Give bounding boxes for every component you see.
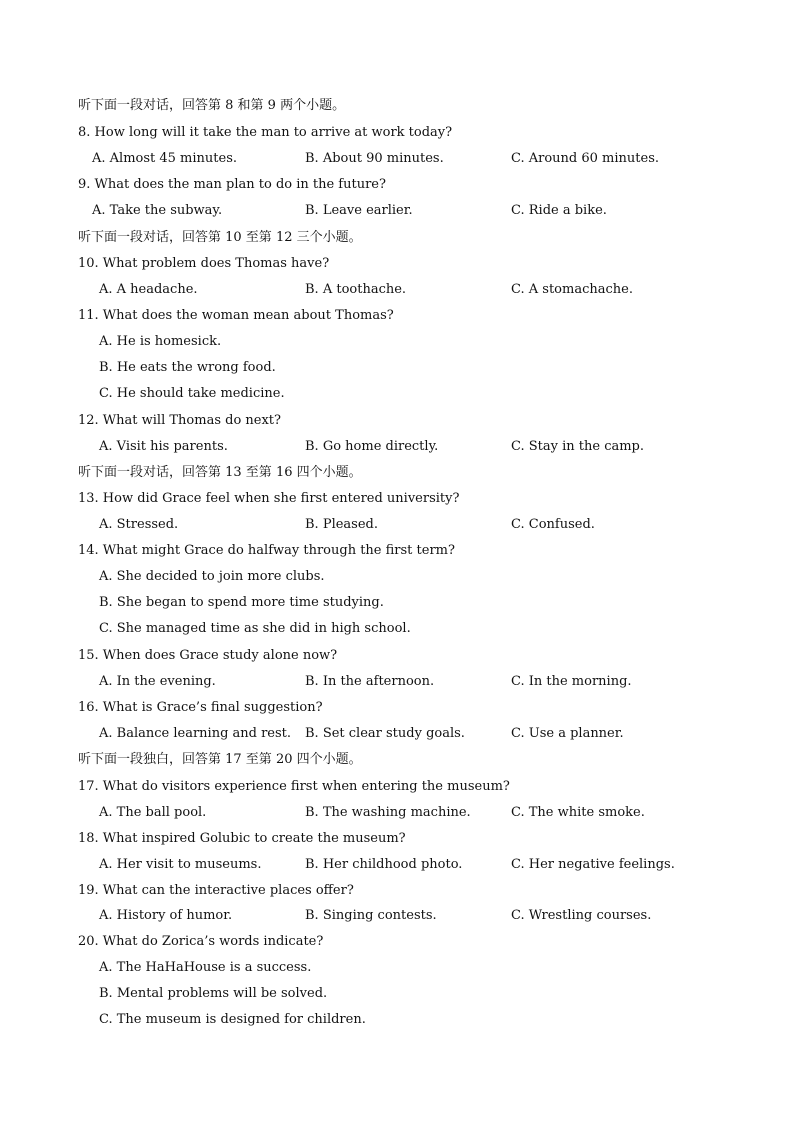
option-row bbox=[0, 958, 800, 978]
option-b[interactable]: B. The washing machine. bbox=[305, 805, 471, 820]
question-text: 20. What do Zorica’s words indicate? bbox=[78, 934, 324, 949]
section-instruction: 听下面一段对话，回答第 10 至第 12 三个小题。 bbox=[78, 230, 362, 245]
option-c[interactable]: C. Wrestling courses. bbox=[511, 908, 652, 923]
option-c[interactable]: C. He should take medicine. bbox=[99, 386, 285, 401]
option-row bbox=[0, 619, 800, 639]
option-b[interactable]: B. Leave earlier. bbox=[305, 203, 413, 218]
option-c[interactable]: C. A stomachache. bbox=[511, 282, 633, 297]
option-c[interactable]: C. Use a planner. bbox=[511, 726, 624, 741]
question bbox=[0, 777, 800, 797]
option-row bbox=[0, 332, 800, 352]
option-c[interactable]: C. Stay in the camp. bbox=[511, 439, 645, 454]
option-a[interactable]: A. Visit his parents. bbox=[99, 439, 228, 454]
option-a[interactable]: A. History of humor. bbox=[99, 908, 233, 923]
option-row bbox=[0, 984, 800, 1004]
option-a[interactable]: A. She decided to join more clubs. bbox=[99, 569, 325, 584]
question bbox=[0, 541, 800, 561]
option-b[interactable]: B. Go home directly. bbox=[305, 439, 439, 454]
options-row bbox=[0, 906, 800, 926]
option-a[interactable]: A. Almost 45 minutes. bbox=[92, 151, 238, 166]
question bbox=[0, 829, 800, 849]
options-row bbox=[0, 201, 800, 221]
question-text: 9. What does the man plan to do in the future? bbox=[78, 177, 386, 192]
option-c[interactable]: C. Confused. bbox=[511, 517, 595, 532]
question bbox=[0, 254, 800, 274]
option-a[interactable]: A. Take the subway. bbox=[92, 203, 223, 218]
question-text: 19. What can the interactive places offer? bbox=[78, 883, 354, 898]
options-row bbox=[0, 855, 800, 875]
section-header bbox=[0, 96, 800, 116]
options-row bbox=[0, 437, 800, 457]
option-a[interactable]: A. Stressed. bbox=[99, 517, 179, 532]
options-row bbox=[0, 149, 800, 169]
section-instruction: 听下面一段对话，回答第 8 和第 9 两个小题。 bbox=[78, 98, 346, 113]
section-instruction: 听下面一段对话，回答第 13 至第 16 四个小题。 bbox=[78, 465, 362, 480]
option-a[interactable]: A. He is homesick. bbox=[99, 334, 222, 349]
question bbox=[0, 306, 800, 326]
option-c[interactable]: C. Around 60 minutes. bbox=[511, 151, 660, 166]
question bbox=[0, 175, 800, 195]
question-text: 11. What does the woman mean about Thomas? bbox=[78, 308, 394, 323]
option-c[interactable]: C. The white smoke. bbox=[511, 805, 645, 820]
question-text: 18. What inspired Golubic to create the museum? bbox=[78, 831, 406, 846]
options-row bbox=[0, 724, 800, 744]
question bbox=[0, 932, 800, 952]
question-text: 10. What problem does Thomas have? bbox=[78, 256, 330, 271]
option-b[interactable]: B. A toothache. bbox=[305, 282, 407, 297]
option-row bbox=[0, 593, 800, 613]
options-row bbox=[0, 803, 800, 823]
section-header bbox=[0, 463, 800, 483]
section-header bbox=[0, 228, 800, 248]
question bbox=[0, 411, 800, 431]
option-b[interactable]: B. Set clear study goals. bbox=[305, 726, 465, 741]
option-c[interactable]: C. She managed time as she did in high school. bbox=[99, 621, 411, 636]
question-text: 14. What might Grace do halfway through the first term? bbox=[78, 543, 455, 558]
option-b[interactable]: B. Pleased. bbox=[305, 517, 378, 532]
question-text: 8. How long will it take the man to arrive at work today? bbox=[78, 125, 453, 140]
section-header bbox=[0, 750, 800, 770]
question-text: 16. What is Grace’s final suggestion? bbox=[78, 700, 323, 715]
question-text: 13. How did Grace feel when she first entered university? bbox=[78, 491, 460, 506]
question-text: 15. When does Grace study alone now? bbox=[78, 648, 338, 663]
question bbox=[0, 646, 800, 666]
question bbox=[0, 489, 800, 509]
option-a[interactable]: A. The HaHaHouse is a success. bbox=[99, 960, 312, 975]
option-c[interactable]: C. In the morning. bbox=[511, 674, 632, 689]
option-b[interactable]: B. He eats the wrong food. bbox=[99, 360, 276, 375]
option-row bbox=[0, 358, 800, 378]
option-row bbox=[0, 1010, 800, 1030]
question-text: 17. What do visitors experience first when entering the museum? bbox=[78, 779, 510, 794]
question bbox=[0, 881, 800, 901]
options-row bbox=[0, 672, 800, 692]
option-a[interactable]: A. Balance learning and rest. bbox=[99, 726, 292, 741]
option-c[interactable]: C. Ride a bike. bbox=[511, 203, 607, 218]
option-b[interactable]: B. Her childhood photo. bbox=[305, 857, 463, 872]
option-a[interactable]: A. Her visit to museums. bbox=[99, 857, 262, 872]
option-a[interactable]: A. A headache. bbox=[99, 282, 198, 297]
option-row bbox=[0, 567, 800, 587]
option-b[interactable]: B. About 90 minutes. bbox=[305, 151, 444, 166]
option-row bbox=[0, 384, 800, 404]
options-row bbox=[0, 280, 800, 300]
option-a[interactable]: A. The ball pool. bbox=[99, 805, 207, 820]
option-b[interactable]: B. She began to spend more time studying. bbox=[99, 595, 384, 610]
option-b[interactable]: B. Mental problems will be solved. bbox=[99, 986, 328, 1001]
option-c[interactable]: C. The museum is designed for children. bbox=[99, 1012, 366, 1027]
option-b[interactable]: B. Singing contests. bbox=[305, 908, 437, 923]
section-instruction: 听下面一段独白，回答第 17 至第 20 四个小题。 bbox=[78, 752, 362, 767]
question-text: 12. What will Thomas do next? bbox=[78, 413, 282, 428]
question bbox=[0, 698, 800, 718]
option-c[interactable]: C. Her negative feelings. bbox=[511, 857, 675, 872]
options-row bbox=[0, 515, 800, 535]
question bbox=[0, 123, 800, 143]
option-b[interactable]: B. In the afternoon. bbox=[305, 674, 435, 689]
option-a[interactable]: A. In the evening. bbox=[99, 674, 216, 689]
